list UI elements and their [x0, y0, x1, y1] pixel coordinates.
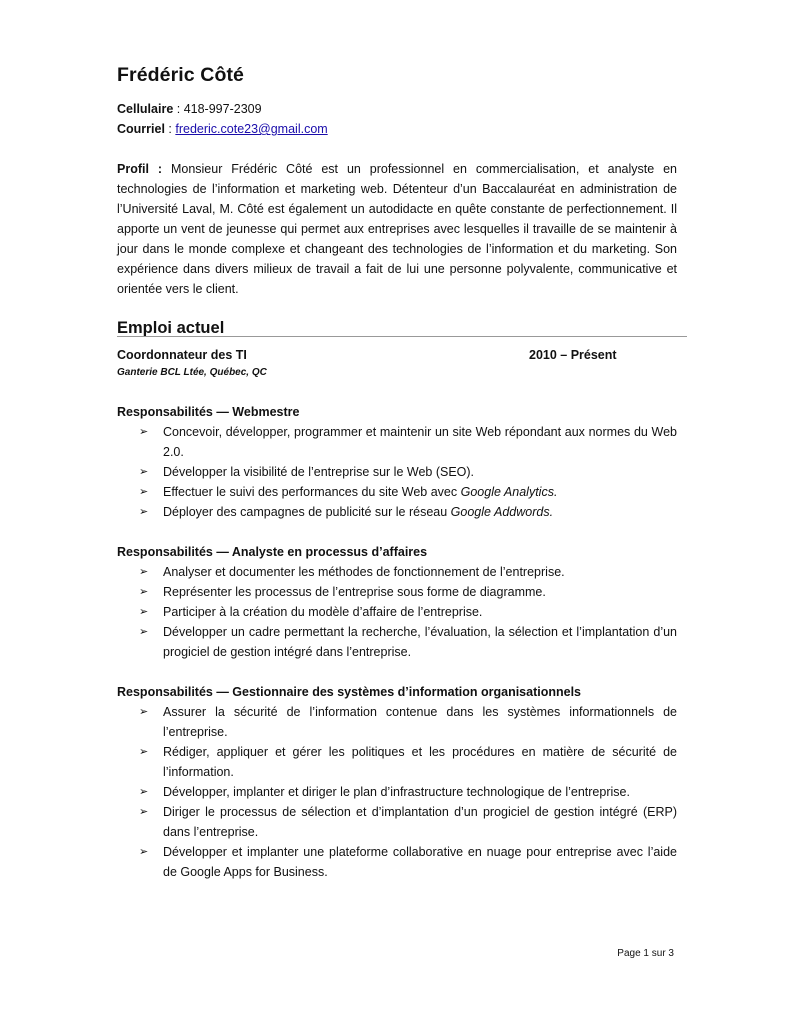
list-item-text: Concevoir, développer, programmer et maintenir un site Web répondant aux normes du Web 2.0.	[163, 425, 677, 459]
resp-list-webmestre	[117, 422, 677, 522]
phone-value: 418-997-2309	[183, 102, 262, 116]
list-item-text: Participer à la création du modèle d’affaire de l’entreprise.	[163, 605, 483, 619]
bullet-arrow-icon: ➢	[139, 506, 149, 518]
list-item-text: Rédiger, appliquer et gérer les politiques et les procédures en matière de sécurité de l’information.	[163, 745, 677, 779]
list-item	[117, 462, 677, 482]
phone-line: Cellulaire : 418-997-2309	[117, 102, 262, 116]
section-divider	[117, 336, 687, 337]
job-title: Coordonnateur des TI	[117, 348, 247, 362]
list-item-text: Développer, implanter et diriger le plan d’infrastructure technologique de l’entreprise.	[163, 785, 630, 799]
resp-heading-webmestre: Responsabilités — Webmestre	[117, 405, 300, 419]
page-number: Page 1 sur 3	[617, 948, 674, 959]
list-item-emphasis: Google Addwords.	[450, 505, 554, 519]
contact-block	[117, 99, 677, 139]
list-item	[117, 702, 677, 742]
resp-list-gestionnaire	[117, 702, 677, 882]
bullet-arrow-icon: ➢	[139, 706, 149, 718]
list-item	[117, 602, 677, 622]
job-company: Ganterie BCL Ltée, Québec, QC	[117, 367, 267, 378]
profile-label: Profil	[117, 162, 149, 176]
email-label: Courriel	[117, 122, 165, 136]
email-line: Courriel : frederic.cote23@gmail.com	[117, 122, 328, 136]
list-item-text: Représenter les processus de l’entreprise sous forme de diagramme.	[163, 585, 546, 599]
list-item	[117, 502, 677, 522]
bullet-arrow-icon: ➢	[139, 566, 149, 578]
list-item	[117, 582, 677, 602]
candidate-name: Frédéric Côté	[117, 64, 245, 86]
list-item	[117, 422, 677, 462]
profile-paragraph: Profil : Monsieur Frédéric Côté est un professionnel en commercialisation, et analyste en technologies de l’information et marketing web. Détenteur d’un Baccalauréat en administration de l’Université Laval, M. Côté est également un autodidacte en quête constante de perfectionnement. Il apporte un vent de jeunesse qui permet aux entreprises avec lesquelles il travaille de se maintenir à jour dans le monde complexe et changeant des technologies de l’information et du marketing. Son expérience dans divers milieux de travail a fait de lui une personne polyvalente, communicative et orientée vers le client.	[117, 162, 677, 296]
resp-heading-analyste: Responsabilités — Analyste en processus d’affaires	[117, 545, 428, 559]
list-item-text: Analyser et documenter les méthodes de fonctionnement de l’entreprise.	[163, 565, 565, 579]
email-link[interactable]: frederic.cote23@gmail.com	[175, 122, 328, 136]
list-item-text: Assurer la sécurité de l’information contenue dans les systèmes informationnels de l’entreprise.	[163, 705, 677, 739]
list-item-text: Développer et implanter une plateforme collaborative en nuage pour entreprise avec l’aide de Google Apps for Business.	[163, 845, 677, 879]
bullet-arrow-icon: ➢	[139, 426, 149, 438]
list-item	[117, 742, 677, 782]
resp-list-analyste	[117, 562, 677, 662]
section-title: Emploi actuel	[117, 319, 225, 337]
profile-text: Monsieur Frédéric Côté est un professionnel en commercialisation, et analyste en technologies de l’information et marketing web. Détenteur d’un Baccalauréat en administration de l’Université Laval, M. Côté est également un autodidacte en quête constante de perfectionnement. Il apporte un vent de jeunesse qui permet aux entreprises avec lesquelles il travaille de se maintenir à jour dans le monde complexe et changeant des technologies de l’information et du marketing. Son expérience dans divers milieux de travail a fait de lui une personne polyvalente, communicative et orientée vers le client.	[117, 162, 677, 296]
bullet-arrow-icon: ➢	[139, 846, 149, 858]
list-item-emphasis: Google Analytics.	[460, 485, 558, 499]
list-item-text: Déployer des campagnes de publicité sur le réseau	[163, 505, 451, 519]
list-item-text: Diriger le processus de sélection et d’implantation d’un progiciel de gestion intégré (ERP) dans l’entreprise.	[163, 805, 677, 839]
bullet-arrow-icon: ➢	[139, 626, 149, 638]
list-item	[117, 562, 677, 582]
list-item	[117, 782, 677, 802]
bullet-arrow-icon: ➢	[139, 606, 149, 618]
resume-page	[117, 64, 677, 882]
bullet-arrow-icon: ➢	[139, 786, 149, 798]
list-item	[117, 622, 677, 662]
job-header	[117, 346, 677, 364]
bullet-arrow-icon: ➢	[139, 806, 149, 818]
list-item	[117, 482, 677, 502]
bullet-arrow-icon: ➢	[139, 466, 149, 478]
list-item-text: Effectuer le suivi des performances du site Web avec	[163, 485, 461, 499]
list-item-text: Développer un cadre permettant la recherche, l’évaluation, la sélection et l’implantation d’un progiciel de gestion intégré dans l’entreprise.	[163, 625, 677, 659]
list-item	[117, 842, 677, 882]
resp-heading-gestionnaire: Responsabilités — Gestionnaire des systèmes d’information organisationnels	[117, 685, 582, 699]
bullet-arrow-icon: ➢	[139, 486, 149, 498]
list-item-text: Développer la visibilité de l’entreprise sur le Web (SEO).	[163, 465, 475, 479]
bullet-arrow-icon: ➢	[139, 746, 149, 758]
list-item	[117, 802, 677, 842]
bullet-arrow-icon: ➢	[139, 586, 149, 598]
job-dates: 2010 – Présent	[529, 348, 617, 362]
phone-label: Cellulaire	[117, 102, 174, 116]
